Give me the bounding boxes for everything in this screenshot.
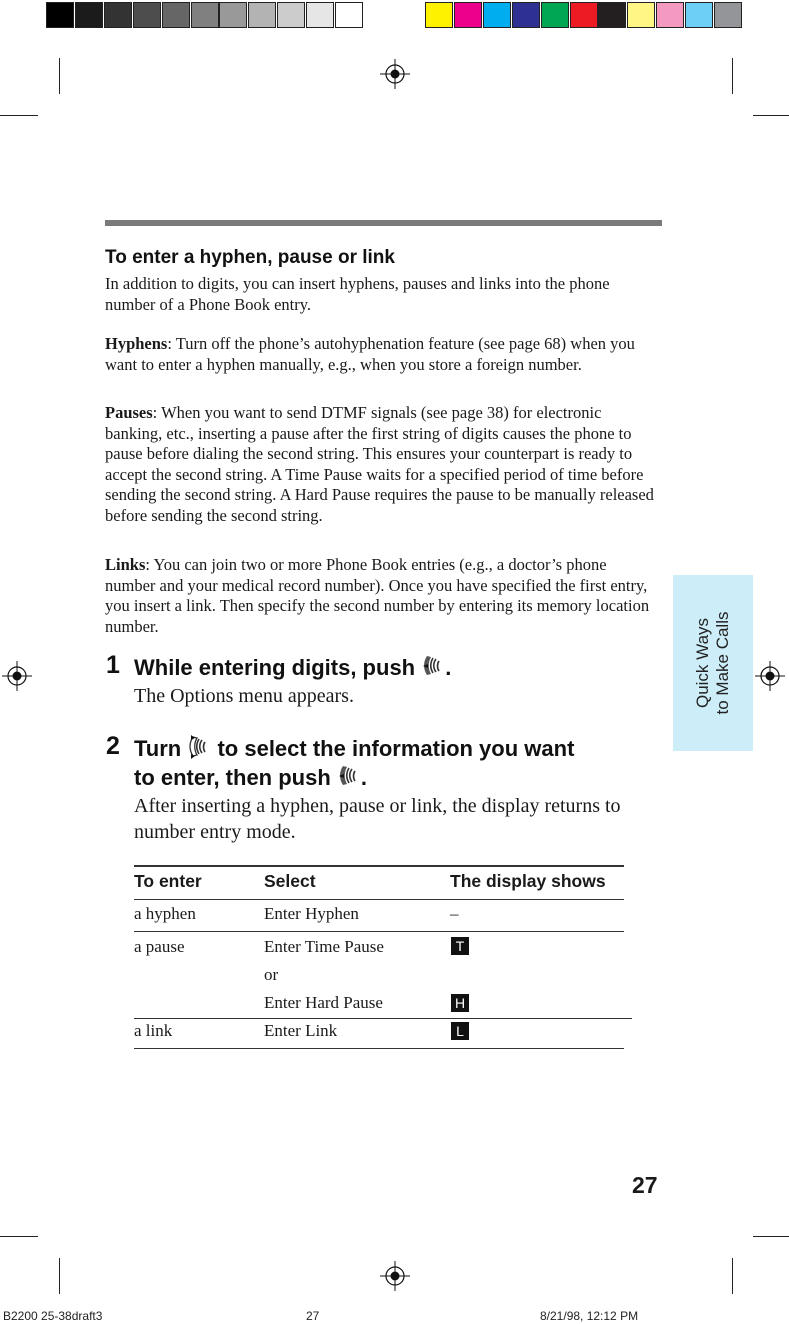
section-intro: In addition to digits, you can insert hyphens, pauses and links into the phone number of a Phone Book entry.: [105, 274, 610, 314]
hyphens-term: Hyphens: [105, 334, 168, 353]
step-heading: [134, 734, 654, 792]
side-tab-label: [693, 612, 733, 715]
table-rule: [134, 1018, 632, 1019]
color-swatch: [512, 2, 540, 28]
crop-mark: [0, 1236, 38, 1237]
color-swatch: [162, 2, 190, 28]
jog-dial-turn-icon: [187, 734, 211, 760]
color-swatch: [454, 2, 482, 28]
step-body: The Options menu appears.: [134, 685, 354, 707]
registration-mark-icon: [380, 1261, 410, 1291]
section-side-tab: [673, 575, 753, 751]
color-swatch: [104, 2, 132, 28]
color-swatch: [75, 2, 103, 28]
side-tab-line: Quick Ways: [693, 617, 712, 709]
table-cell: Enter Hyphen: [264, 904, 359, 923]
registration-mark-icon: [755, 661, 785, 691]
table-cell: Enter Time Pause: [264, 937, 384, 956]
jog-dial-push-icon: [421, 653, 445, 679]
step-heading-text: While entering digits, push: [134, 655, 422, 680]
table-cell: a pause: [134, 937, 185, 956]
table-rule: [134, 1048, 624, 1049]
step-heading-text: Turn: [134, 736, 188, 761]
step-body: After inserting a hyphen, pause or link, the display returns to number entry mode.: [134, 795, 621, 843]
section-title: To enter a hyphen, pause or link: [105, 247, 395, 268]
footer-file-name: B2200 25-38draft3: [3, 1309, 103, 1323]
links-text: : You can join two or more Phone Book entries (e.g., a doctor’s phone number and your medical record number). Once you have specified the first entry, you insert a link. Then specify the second number by entering its memory location number.: [105, 555, 650, 636]
table-cell: or: [264, 965, 279, 984]
step-heading-text: to enter, then push: [134, 765, 337, 790]
links-term: Links: [105, 555, 146, 574]
color-swatch: [598, 2, 626, 28]
table-rule: [134, 931, 624, 932]
pauses-term: Pauses: [105, 403, 153, 422]
side-tab-line: to Make Calls: [713, 611, 732, 715]
color-swatch: [219, 2, 247, 28]
step-heading: [134, 653, 654, 682]
pauses-paragraph: [105, 403, 657, 526]
step-heading-text: .: [445, 655, 452, 680]
section-rule: [105, 220, 662, 226]
footer-timestamp: 8/21/98, 12:12 PM: [540, 1309, 639, 1323]
table-cell: Enter Hard Pause: [264, 993, 383, 1012]
jog-dial-push-icon: [337, 763, 361, 789]
link-symbol: L: [451, 1022, 469, 1040]
table-rule: [134, 865, 624, 867]
crop-mark: [0, 115, 38, 116]
color-swatch: [483, 2, 511, 28]
color-swatch: [541, 2, 569, 28]
table-cell: Enter Link: [264, 1021, 338, 1040]
color-swatch: [277, 2, 305, 28]
step-heading-text: .: [360, 765, 368, 790]
hyphens-paragraph: [105, 334, 655, 375]
page-number: 27: [632, 1172, 658, 1198]
crop-mark: [59, 1258, 60, 1294]
pauses-text: : When you want to send DTMF signals (see page 38) for electronic banking, etc., inserting a pause after the first string of digits causes the phone to pause before dialing the second string. This ensures your counterpart is ready to accept the second string. A Time Pause waits for a specified period of time before sending the second string. A Hard Pause requires the pause to be manually released before sending the second string.: [105, 403, 654, 525]
color-swatch: [133, 2, 161, 28]
color-swatch: [248, 2, 276, 28]
table-cell: –: [450, 904, 459, 923]
color-swatch: [46, 2, 74, 28]
table-header-select: Select: [264, 871, 316, 891]
color-swatch: [306, 2, 334, 28]
hard-pause-symbol: H: [451, 994, 469, 1012]
table-rule: [134, 899, 624, 900]
time-pause-symbol: T: [451, 937, 469, 955]
color-swatch: [191, 2, 219, 28]
color-swatch: [425, 2, 453, 28]
registration-mark-icon: [380, 59, 410, 89]
table-cell: a hyphen: [134, 904, 196, 923]
color-swatch: [656, 2, 684, 28]
color-swatch: [627, 2, 655, 28]
step-heading-text: to select the information you want: [211, 736, 575, 761]
crop-mark: [753, 1236, 789, 1237]
color-swatch: [570, 2, 598, 28]
crop-mark: [732, 1258, 733, 1294]
color-swatch: [335, 2, 363, 28]
crop-mark: [732, 58, 733, 94]
color-swatch: [685, 2, 713, 28]
crop-mark: [59, 58, 60, 94]
links-paragraph: [105, 555, 655, 637]
footer-page: 27: [306, 1309, 320, 1323]
table-header-display: The display shows: [450, 871, 606, 891]
step-number: 2: [106, 732, 120, 760]
table-cell: a link: [134, 1021, 173, 1040]
crop-mark: [753, 115, 789, 116]
step-number: 1: [106, 651, 120, 679]
registration-mark-icon: [2, 661, 32, 691]
hyphens-text: : Turn off the phone’s autohyphenation feature (see page 68) when you want to enter a hyphen manually, e.g., when you store a foreign number.: [105, 334, 635, 374]
color-swatch: [714, 2, 742, 28]
table-header-to-enter: To enter: [134, 871, 202, 891]
